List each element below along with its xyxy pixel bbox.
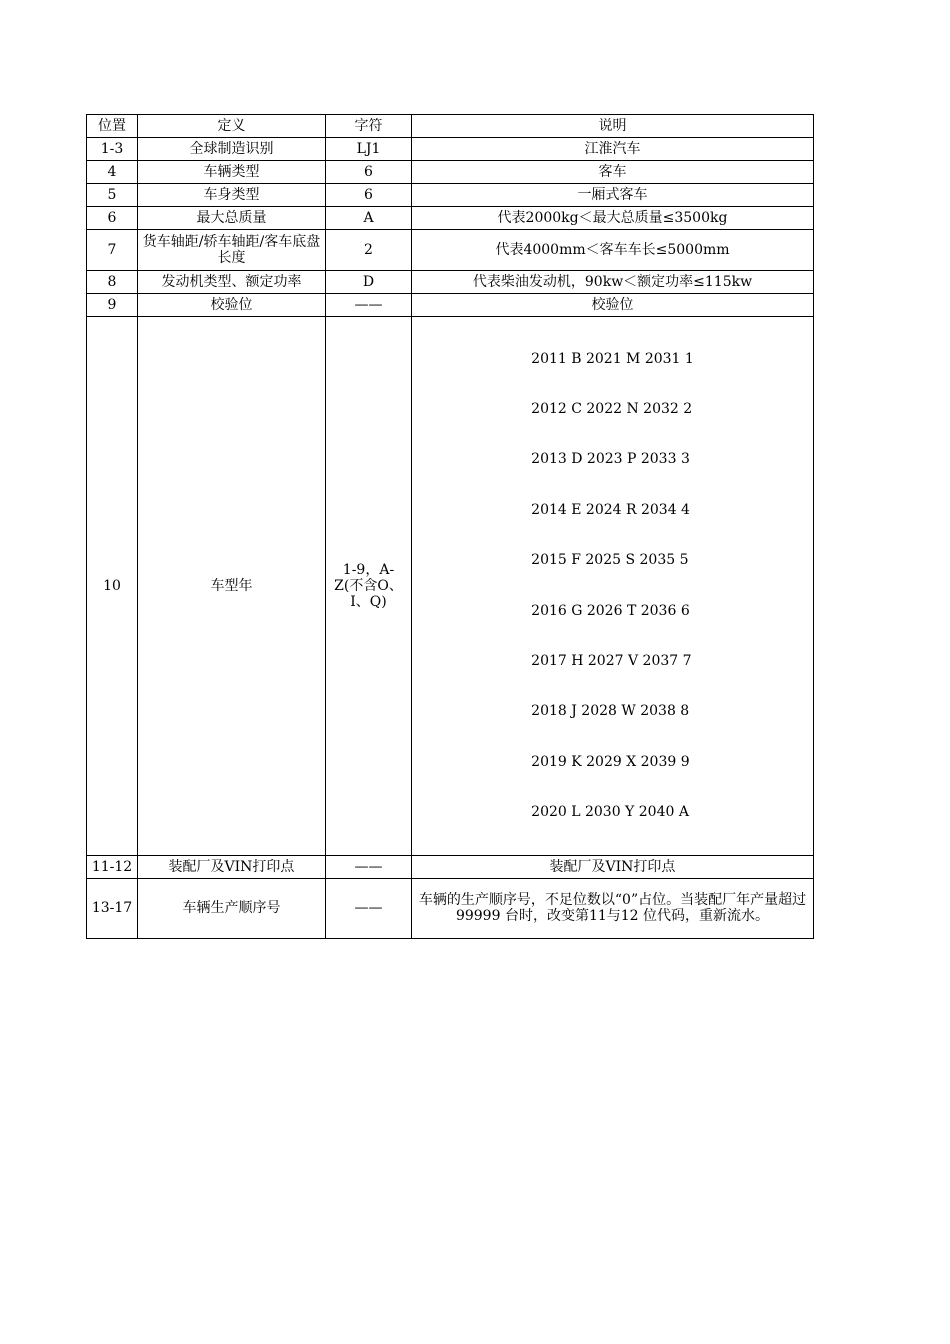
cell-description: 代表柴油发动机，90kw＜额定功率≤115kw [412,271,814,294]
table-row [87,271,814,294]
cell-definition: 全球制造识别 [138,138,326,161]
cell-character: LJ1 [326,138,412,161]
cell-position: 1-3 [87,138,138,161]
cell-character: —— [326,878,412,938]
header-description: 说明 [412,115,814,138]
cell-description: 客车 [412,161,814,184]
cell-definition: 车型年 [138,317,326,856]
cell-year-codes [412,317,814,856]
cell-description: 代表2000kg＜最大总质量≤3500kg [412,207,814,230]
cell-character: 6 [326,161,412,184]
year-code-line: 2017 H 2027 V 2037 7 [531,652,692,669]
cell-character: D [326,271,412,294]
year-code-line: 2011 B 2021 M 2031 1 [531,350,694,367]
cell-description: 装配厂及VIN打印点 [412,855,814,878]
year-code-line: 2019 K 2029 X 2039 9 [531,753,690,770]
cell-position: 13-17 [87,878,138,938]
year-code-line: 2014 E 2024 R 2034 4 [531,501,690,518]
cell-character: —— [326,855,412,878]
table-row [87,207,814,230]
cell-character: 6 [326,184,412,207]
cell-character: —— [326,294,412,317]
cell-position: 9 [87,294,138,317]
table-row [87,855,814,878]
table-row [87,294,814,317]
cell-definition: 货车轴距/轿车轴距/客车底盘长度 [138,230,326,271]
cell-definition: 装配厂及VIN打印点 [138,855,326,878]
cell-definition: 最大总质量 [138,207,326,230]
table-row [87,161,814,184]
cell-position: 5 [87,184,138,207]
header-character: 字符 [326,115,412,138]
year-code-line: 2013 D 2023 P 2033 3 [531,451,690,468]
year-code-line: 2018 J 2028 W 2038 8 [531,703,690,720]
table-row [87,184,814,207]
cell-description: 一厢式客车 [412,184,814,207]
cell-description: 江淮汽车 [412,138,814,161]
cell-description: 代表4000mm＜客车车长≤5000mm [412,230,814,271]
cell-character: 1-9，A-Z(不含O、I、Q) [326,317,412,856]
cell-character: 2 [326,230,412,271]
vin-code-table [86,114,814,939]
table-header-row [87,115,814,138]
cell-definition: 校验位 [138,294,326,317]
year-code-line: 2016 G 2026 T 2036 6 [531,602,690,619]
cell-position: 6 [87,207,138,230]
cell-position: 4 [87,161,138,184]
cell-character: A [326,207,412,230]
table-row [87,878,814,938]
table-row [87,138,814,161]
header-position: 位置 [87,115,138,138]
cell-position: 8 [87,271,138,294]
cell-description: 车辆的生产顺序号，不足位数以“0”占位。当装配厂年产量超过99999 台时，改变第11与12 位代码，重新流水。 [412,878,814,938]
year-code-line: 2020 L 2030 Y 2040 A [531,804,689,821]
cell-definition: 车辆生产顺序号 [138,878,326,938]
year-code-list [531,317,694,855]
cell-definition: 发动机类型、额定功率 [138,271,326,294]
header-definition: 定义 [138,115,326,138]
cell-position: 7 [87,230,138,271]
table-row [87,317,814,856]
cell-definition: 车身类型 [138,184,326,207]
cell-position: 11-12 [87,855,138,878]
cell-description: 校验位 [412,294,814,317]
table-row [87,230,814,271]
cell-position: 10 [87,317,138,856]
cell-definition: 车辆类型 [138,161,326,184]
year-code-line: 2015 F 2025 S 2035 5 [531,552,689,569]
year-code-line: 2012 C 2022 N 2032 2 [531,400,693,417]
